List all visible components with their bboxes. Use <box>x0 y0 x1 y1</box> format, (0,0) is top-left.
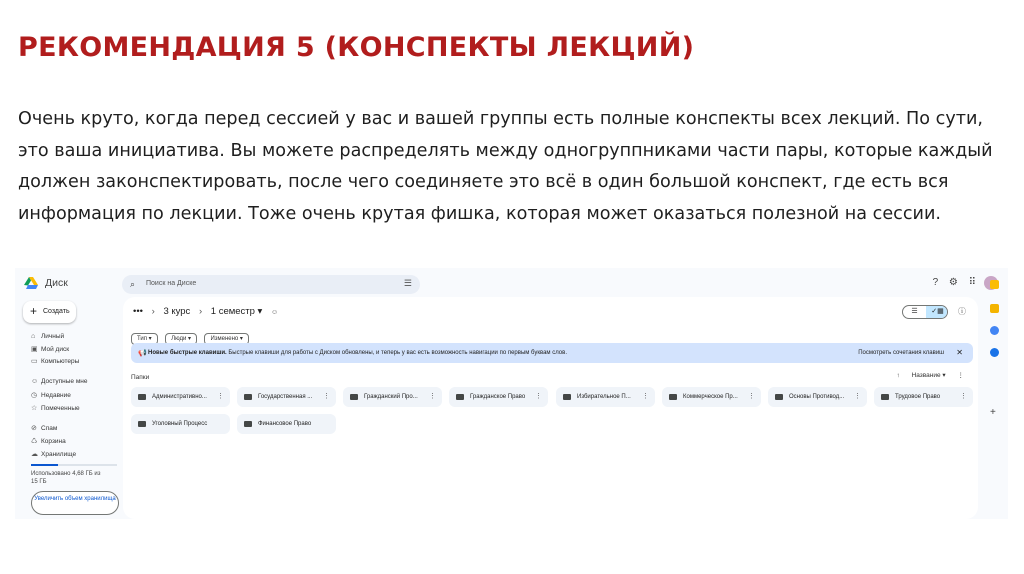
folder-icon <box>563 394 571 400</box>
filter-modified[interactable]: Изменено ▾ <box>204 333 249 345</box>
folder-item[interactable] <box>131 414 230 434</box>
slide-title: РЕКОМЕНДАЦИЯ 5 (КОНСПЕКТЫ ЛЕКЦИЙ) <box>18 32 695 63</box>
tune-icon[interactable]: ☰ <box>403 278 412 288</box>
gear-icon[interactable]: ⚙ <box>948 277 958 288</box>
computers-icon: ▭ <box>31 358 38 365</box>
add-addon-icon[interactable]: + <box>990 407 996 418</box>
main-panel <box>123 297 978 519</box>
more-options-icon[interactable]: ⋮ <box>957 372 964 379</box>
home-icon: ⌂ <box>31 333 36 340</box>
search-bar[interactable] <box>122 275 420 294</box>
keep-icon[interactable] <box>990 304 999 313</box>
app-name: Диск <box>45 277 68 289</box>
folder-name: Основы Противод... <box>789 394 845 400</box>
side-panel-rail <box>982 268 1008 519</box>
folders-section-label: Папки <box>131 374 150 381</box>
search-input[interactable]: Поиск на Диске <box>146 280 197 287</box>
storage-quota-text: Использовано 4,68 ГБ из 15 ГБ <box>31 471 101 485</box>
more-options-icon[interactable]: ⋮ <box>642 393 649 400</box>
plus-icon: + <box>30 304 38 318</box>
trash-icon: ♺ <box>31 438 38 445</box>
close-icon[interactable]: ✕ <box>956 348 963 357</box>
spam-icon: ⊘ <box>31 425 37 432</box>
megaphone-icon: 📢 <box>138 350 147 357</box>
more-options-icon[interactable]: ⋮ <box>960 393 967 400</box>
breadcrumb-separator: › <box>198 306 203 317</box>
calendar-icon[interactable] <box>990 280 999 289</box>
grid-view-icon[interactable]: ✓▦ <box>926 306 948 318</box>
shared-icon: ☺ <box>31 378 39 385</box>
folder-item[interactable] <box>449 387 548 407</box>
filter-people[interactable]: Люди ▾ <box>165 333 197 345</box>
view-shortcuts-link[interactable]: Посмотреть сочетания клавиш <box>858 350 944 356</box>
folder-icon <box>350 394 358 400</box>
apps-grid-icon[interactable]: ⠿ <box>968 277 976 288</box>
drive-screenshot <box>15 268 1008 519</box>
folder-icon <box>244 421 252 427</box>
sort-controls <box>887 371 965 379</box>
breadcrumb-item-semester[interactable]: 1 семестр ▾ <box>210 306 263 317</box>
more-options-icon[interactable]: ⋮ <box>323 393 330 400</box>
sidebar-item-recent[interactable]: ◷ Недавние <box>31 392 71 399</box>
search-icon[interactable]: ⌕ <box>130 279 136 289</box>
folder-icon <box>138 421 146 427</box>
slide-paragraph: Очень круто, когда перед сессией у вас и вашей группы есть полные конспекты всех лекций. По сути, это ваша инициатива. Вы можете распределять между одногруппниками части пары, которые каждый должен законспектировать, после чего соединяете это всё в один большой конспект, где есть вся информация по лекции. Тоже очень крутая фишка, которая может оказаться полезной на сессии. <box>18 109 993 224</box>
folder-name: Уголовный Процесс <box>152 421 208 427</box>
tasks-icon[interactable] <box>990 326 999 335</box>
folder-name: Государственная ... <box>258 394 313 400</box>
cloud-icon: ☁ <box>31 451 38 458</box>
sort-by-name[interactable]: Название ▾ <box>911 372 946 379</box>
sidebar-item-home[interactable]: ⌂ Личный <box>31 333 65 340</box>
breadcrumb-more[interactable]: ••• <box>133 306 143 317</box>
shortcuts-banner <box>131 343 973 363</box>
help-icon[interactable]: ? <box>932 277 939 288</box>
recent-icon: ◷ <box>31 392 38 399</box>
folder-item[interactable] <box>131 387 230 407</box>
breadcrumb-item-course[interactable]: 3 курс <box>163 306 191 317</box>
more-options-icon[interactable]: ⋮ <box>429 393 436 400</box>
folder-name: Коммерческое Пр... <box>683 394 738 400</box>
sort-direction-icon[interactable]: ↑ <box>896 372 900 379</box>
folder-name: Гражданское Право <box>470 394 526 400</box>
starred-icon: ☆ <box>31 405 38 412</box>
more-options-icon[interactable]: ⋮ <box>748 393 755 400</box>
contacts-icon[interactable] <box>990 348 999 357</box>
folder-item[interactable] <box>556 387 655 407</box>
folder-item[interactable] <box>768 387 867 407</box>
breadcrumb-separator: › <box>151 306 155 317</box>
my-drive-icon: ▣ <box>31 346 38 353</box>
banner-text: Новые быстрые клавиши. Быстрые клавиши для работы с Диском обновлены, и теперь у вас есть возможность навигации по первым буквам слов. <box>148 350 567 356</box>
list-view-icon[interactable]: ☰ <box>911 308 918 315</box>
filter-type[interactable]: Тип ▾ <box>131 333 158 345</box>
folder-item[interactable] <box>237 387 336 407</box>
sidebar-item-trash[interactable]: ♺ Корзина <box>31 438 66 445</box>
info-icon[interactable]: ⓘ <box>958 307 966 316</box>
folder-name: Административно... <box>152 394 207 400</box>
folder-item[interactable] <box>343 387 442 407</box>
sidebar-item-starred[interactable]: ☆ Помеченные <box>31 405 80 412</box>
storage-quota-fill <box>31 464 58 466</box>
folder-name: Избирательное П... <box>577 394 631 400</box>
folder-item[interactable] <box>662 387 761 407</box>
shared-folder-icon: ☺ <box>270 309 279 316</box>
folder-icon <box>881 394 889 400</box>
breadcrumb <box>133 306 284 317</box>
folder-item[interactable] <box>874 387 973 407</box>
storage-quota-bar <box>31 464 117 466</box>
create-button[interactable] <box>23 301 76 323</box>
more-options-icon[interactable]: ⋮ <box>854 393 861 400</box>
sidebar-item-shared[interactable]: ☺ Доступные мне <box>31 378 88 385</box>
drive-logo-icon <box>24 277 38 289</box>
folder-icon <box>775 394 783 400</box>
view-toggle[interactable] <box>902 305 948 319</box>
folder-item[interactable] <box>237 414 336 434</box>
folder-name: Гражданский Про... <box>364 394 418 400</box>
sidebar-item-spam[interactable]: ⊘ Спам <box>31 425 58 432</box>
folder-icon <box>669 394 677 400</box>
sidebar-item-my-drive[interactable]: ▣ Мой диск <box>31 346 70 353</box>
folder-name: Финансовое Право <box>258 421 312 427</box>
more-options-icon[interactable]: ⋮ <box>217 393 224 400</box>
folder-icon <box>244 394 252 400</box>
top-toolbar <box>925 277 976 288</box>
get-more-storage-button[interactable]: Увеличить объем хранилища <box>31 491 119 515</box>
folder-name: Трудовое Право <box>895 394 941 400</box>
create-button-label: Создать <box>43 308 70 315</box>
folder-icon <box>456 394 464 400</box>
sidebar-item-computers[interactable]: ▭ Компьютеры <box>31 358 80 365</box>
sidebar-item-storage[interactable]: ☁ Хранилище <box>31 451 77 458</box>
more-options-icon[interactable]: ⋮ <box>535 393 542 400</box>
folder-icon <box>138 394 146 400</box>
